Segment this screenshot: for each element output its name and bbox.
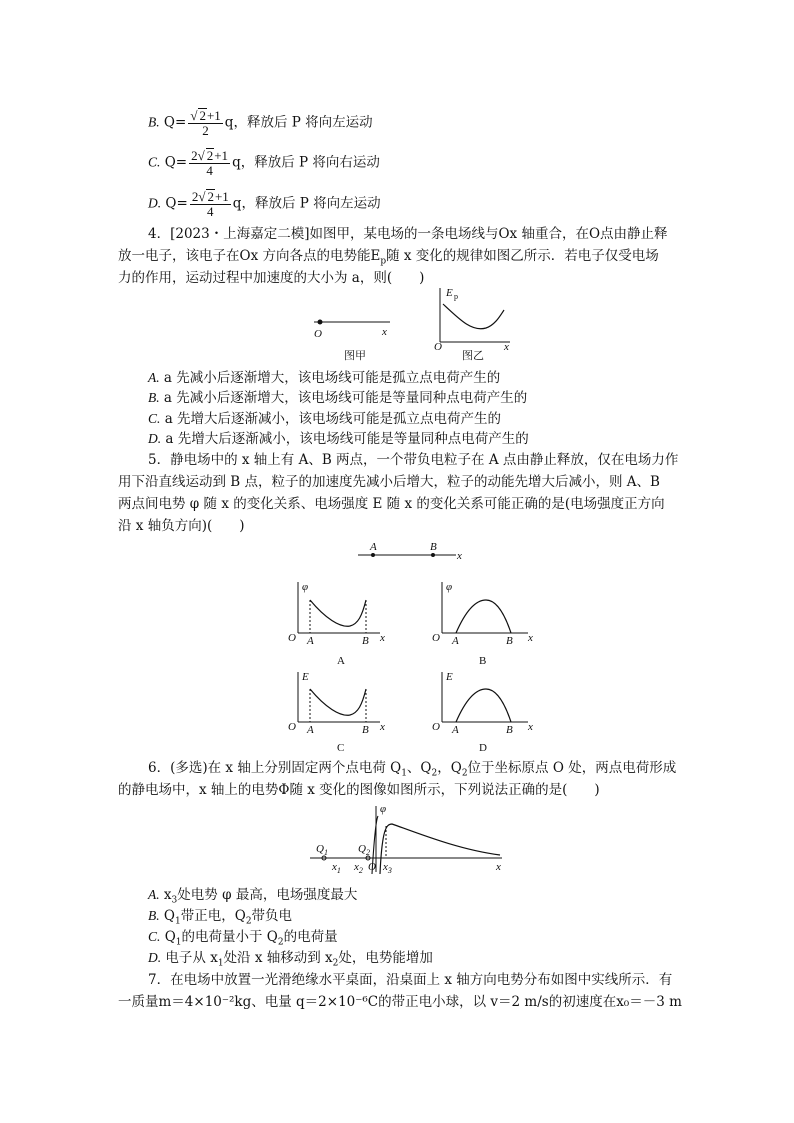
svg-text:p: p (454, 292, 458, 301)
figure-jia (314, 320, 390, 363)
svg-text:x2: $x_2$ (354, 861, 363, 875)
svg-text:O: O (432, 632, 440, 644)
svg-text:A: A (452, 635, 459, 647)
q3-option-d: D. Q= $\frac{2√ 2+1}{4}$ q，释放后 P 将向左运动 (148, 189, 381, 219)
figure-jia-caption: 图甲 (344, 349, 366, 362)
q4-option-b: B. a 先减小后逐渐增大，该电场线可能是等量同种点电荷产生的 (148, 390, 528, 406)
svg-text:x: x (504, 341, 509, 353)
svg-text:x: x (380, 721, 385, 733)
svg-text:Q1: $Q_1$ (316, 843, 328, 857)
q6-option-b: B. $Q_1$带正电，$Q_2$带负电 (148, 908, 293, 927)
q5-graph-c (288, 671, 385, 754)
q6-option-a: A. $x_3$处电势 φ 最高，电场强度最大 (148, 887, 358, 906)
svg-text:φ: φ (302, 581, 309, 593)
svg-text:A: A (370, 541, 377, 553)
svg-text:O: O (288, 632, 296, 644)
svg-text:O: O (314, 328, 322, 340)
svg-text:O: O (432, 721, 440, 733)
q5-line-4: 沿 x 轴负方向)( ) (118, 518, 245, 534)
q5-graph-b (432, 581, 533, 667)
svg-text:B: B (479, 655, 487, 667)
svg-text:Q2: $Q_2$ (358, 843, 370, 857)
svg-text:A: A (307, 635, 314, 647)
q3-option-b: B. Q= $\frac{√ 2+1}{2}$ q，释放后 P 将向左运动 (148, 108, 373, 138)
svg-text:x: x (380, 632, 385, 644)
q5-graph-d (432, 671, 533, 754)
q4-line-3: 力的作用，运动过程中加速度的大小为 a，则( ) (118, 270, 425, 286)
q6-graph (310, 800, 510, 880)
q4-line-1: 4．[2023・上海嘉定二模]如图甲，某电场的一条电场线与Ox 轴重合，在O点由静止释 (148, 226, 668, 242)
fraction: $\frac{2√ 2+1}{4}$ (191, 189, 229, 219)
q5-line-2: 用下沿直线运动到 B 点，粒子的加速度先减小后增大，粒子的动能先增大后减小，则 A、B (118, 474, 660, 490)
fraction: $\frac{√ 2+1}{2}$ (190, 108, 221, 138)
svg-text:O: O (288, 721, 296, 733)
svg-text:x: x (457, 550, 462, 562)
q6-line-1: 6．(多选)在 x 轴上分别固定两个点电荷 $Q_1$、$Q_2$，$Q_2$位于坐标原点 O 处，两点电荷形成 (148, 760, 677, 779)
svg-text:x3: $x_3$ (383, 861, 392, 875)
svg-text:A: A (307, 724, 314, 736)
q7-line-1: 7．在电场中放置一光滑绝缘水平桌面，沿桌面上 x 轴方向电势分布如图中实线所示．有 (148, 972, 673, 988)
q5-graph-a (288, 581, 385, 667)
fraction: $\frac{2√ 2+1}{4}$ (191, 148, 229, 178)
svg-text:x: x (382, 326, 387, 338)
svg-text:A: A (337, 655, 345, 667)
q3-option-c: C. Q= $\frac{2√ 2+1}{4}$ q，释放后 P 将向右运动 (148, 148, 380, 178)
svg-text:B: B (430, 541, 437, 553)
svg-text:B: B (362, 724, 369, 736)
q5-axis-line (358, 541, 462, 562)
svg-text:C: C (337, 742, 345, 754)
svg-text:B: B (506, 635, 513, 647)
q5-line-3: 两点间电势 φ 随 x 的变化关系、电场强度 E 随 x 的变化关系可能正确的是(电场强度正方向 (118, 496, 665, 512)
svg-text:x: x (528, 721, 533, 733)
q4-line-2: 放一电子，该电子在Ox 方向各点的电势能$E_p$随 x 变化的规律如图乙所示．若电子仅受电场 (118, 248, 659, 267)
q7-line-2: 一质量m＝4×10⁻²kg、电量 q＝2×10⁻⁶C的带正电小球，以 v＝2 m/s的初速度在x₀＝－3 m (118, 994, 682, 1010)
q4-figures (300, 282, 530, 366)
figure-yi-caption: 图乙 (462, 349, 484, 362)
svg-text:x: x (528, 632, 533, 644)
svg-text:φ: φ (380, 803, 387, 815)
svg-text:x: x (496, 861, 501, 873)
q4-option-a: A. a 先减小后逐渐增大，该电场线可能是孤立点电荷产生的 (148, 370, 501, 386)
svg-text:φ: φ (446, 581, 453, 593)
figure-yi (434, 287, 510, 362)
q6-option-c: C. $Q_1$的电荷量小于 $Q_2$的电荷量 (148, 929, 338, 948)
q5-line-1: 5．静电场中的 x 轴上有 A、B 两点，一个带负电粒子在 A 点由静止释放，仅在电场力作 (148, 452, 679, 468)
svg-text:B: B (362, 635, 369, 647)
q4-option-d: D. a 先增大后逐渐减小，该电场线可能是等量同种点电荷产生的 (148, 431, 529, 447)
svg-text:x1: $x_1$ (332, 861, 341, 875)
svg-text:O: O (434, 341, 442, 353)
q5-figures (270, 540, 560, 755)
q6-line-2: 的静电场中，x 轴上的电势Φ随 x 变化的图像如图所示，下列说法正确的是( ) (118, 782, 600, 798)
svg-text:A: A (452, 724, 459, 736)
svg-text:E: E (302, 671, 309, 683)
svg-text:D: D (479, 742, 487, 754)
q6-option-d: D. 电子从 $x_1$处沿 x 轴移动到 $x_2$处，电势能增加 (148, 950, 433, 969)
svg-text:O: O (368, 861, 376, 873)
svg-text:B: B (506, 724, 513, 736)
svg-text:E: E (446, 671, 453, 683)
svg-text:E: E (446, 287, 453, 299)
q4-option-c: C. a 先增大后逐渐减小，该电场线可能是孤立点电荷产生的 (148, 411, 502, 427)
